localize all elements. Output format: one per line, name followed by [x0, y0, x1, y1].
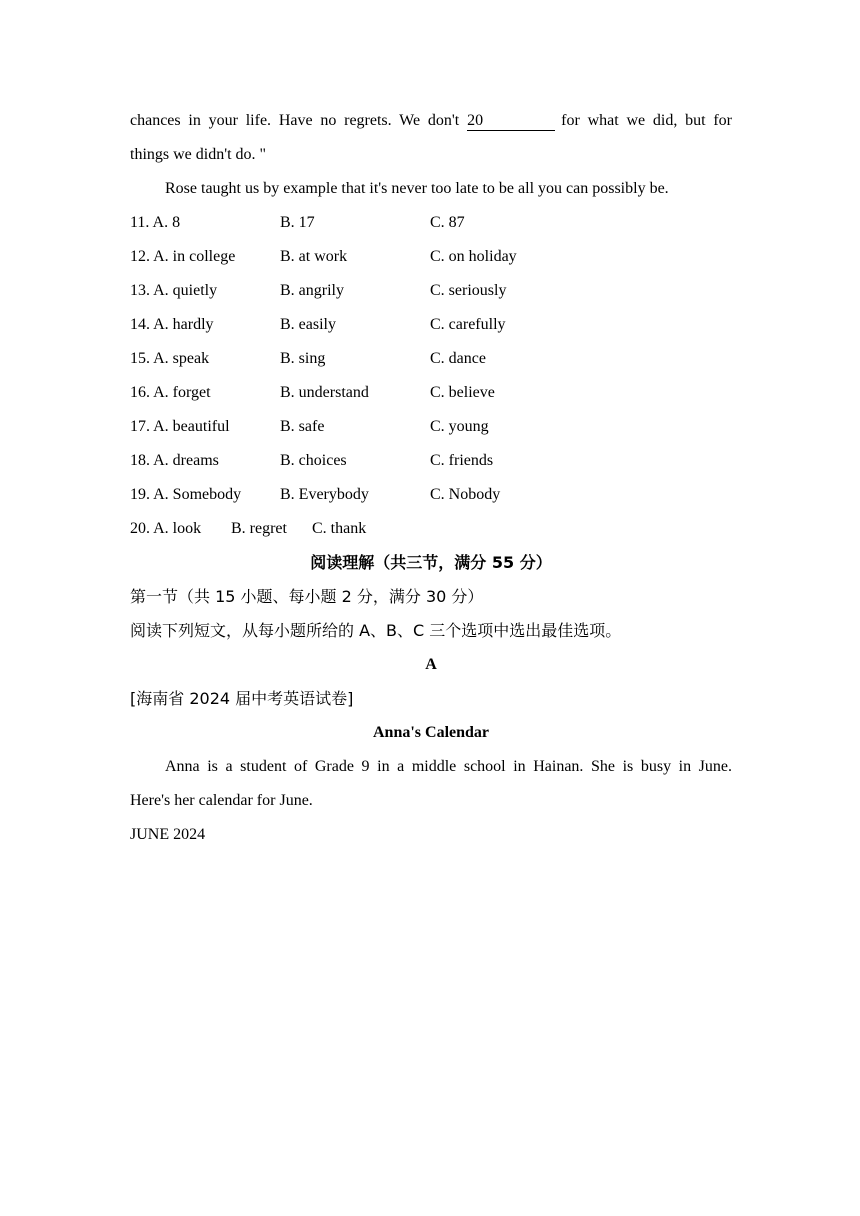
paragraph-line-2: Here's her calendar for June. [130, 792, 313, 809]
option-c: C. 87 [430, 214, 465, 231]
option-b: B. understand [280, 384, 369, 401]
question-14 [130, 308, 732, 342]
option-a: 16. A. forget [130, 384, 211, 401]
passage-line-2: things we didn't do. " [130, 146, 267, 163]
option-b: B. sing [280, 350, 326, 367]
question-11 [130, 206, 732, 240]
paragraph-line-1: Anna is a student of Grade 9 in a middle school in Hainan. She is busy in June. [165, 758, 732, 775]
option-a: 15. A. speak [130, 350, 210, 367]
passage-text: for what we did, but for [561, 112, 732, 129]
option-a: 13. A. quietly [130, 282, 218, 299]
option-b: B. angrily [280, 282, 344, 299]
option-c: C. believe [430, 384, 495, 401]
question-17 [130, 410, 732, 444]
blank-20: 20 [467, 112, 555, 131]
section-heading: 阅读理解（共三节，满分 55 分） [310, 553, 552, 572]
question-12 [130, 240, 732, 274]
passage-line-3: Rose taught us by example that it's never too late to be all you can possibly be. [165, 180, 669, 197]
option-a: 19. A. Somebody [130, 486, 242, 503]
passage-text: chances in your life. Have no regrets. We don't [130, 112, 460, 129]
option-b: B. 17 [280, 214, 315, 231]
option-a: 11. A. 8 [130, 214, 181, 231]
option-b: B. easily [280, 316, 336, 333]
document-page [130, 104, 732, 852]
option-b: B. safe [280, 418, 325, 435]
passage-title: Anna's Calendar [372, 724, 490, 741]
question-20 [130, 512, 732, 546]
option-c: C. friends [430, 452, 494, 469]
question-16 [130, 376, 732, 410]
question-18 [130, 444, 732, 478]
option-a: 18. A. dreams [130, 452, 219, 469]
option-c: C. Nobody [430, 486, 501, 503]
question-13 [130, 274, 732, 308]
option-c: C. thank [312, 520, 367, 537]
option-b: B. choices [280, 452, 347, 469]
option-b: B. Everybody [280, 486, 369, 503]
option-c: C. young [430, 418, 489, 435]
option-c: C. seriously [430, 282, 507, 299]
question-15 [130, 342, 732, 376]
option-c: C. dance [430, 350, 486, 367]
calendar-month: JUNE 2024 [130, 826, 206, 843]
option-a: 20. A. look [130, 520, 202, 537]
option-a: 17. A. beautiful [130, 418, 230, 435]
passage-line-1 [130, 104, 732, 138]
option-c: C. on holiday [430, 248, 517, 265]
passage-source: [海南省 2024 届中考英语试卷] [130, 689, 354, 708]
question-19 [130, 478, 732, 512]
section-part-1: 第一节（共 15 小题、每小题 2 分，满分 30 分） [130, 587, 484, 606]
option-c: C. carefully [430, 316, 506, 333]
section-instruction: 阅读下列短文，从每小题所给的 A、B、C 三个选项中选出最佳选项。 [130, 621, 622, 640]
passage-letter: A [425, 656, 437, 673]
option-a: 14. A. hardly [130, 316, 214, 333]
option-b: B. regret [231, 520, 287, 537]
option-b: B. at work [280, 248, 348, 265]
option-a: 12. A. in college [130, 248, 236, 265]
